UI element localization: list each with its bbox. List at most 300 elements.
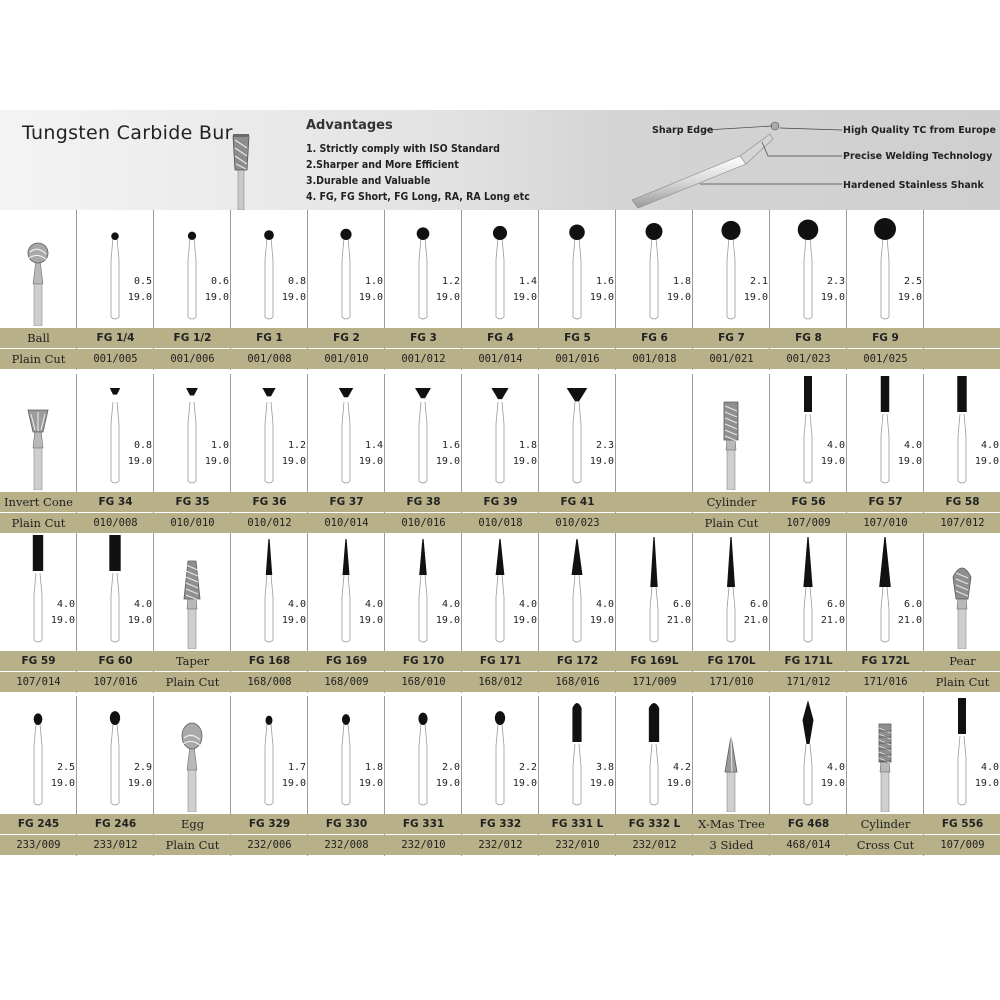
bur-drawing	[265, 716, 273, 805]
bur-head	[419, 539, 427, 575]
bur-shank	[496, 575, 504, 642]
bur-icon	[616, 696, 693, 812]
bur-shank	[265, 402, 273, 483]
bur-image-area	[539, 696, 616, 812]
head-size: 2.5	[56, 762, 75, 773]
bur-cell	[231, 696, 308, 856]
bur-icon	[539, 696, 616, 812]
bur-icon	[770, 210, 847, 326]
bur-head	[879, 537, 891, 587]
bur-drawing	[33, 535, 43, 642]
bur-image-area	[693, 374, 770, 490]
length-size: 19.0	[820, 292, 845, 303]
head-size: 4.0	[441, 599, 460, 610]
bur-shank	[265, 724, 273, 805]
bur-photo	[879, 724, 891, 812]
length-size: 19.0	[50, 615, 75, 626]
bur-drawing	[342, 539, 350, 642]
head-size: 1.2	[441, 276, 460, 287]
bur-drawing	[188, 232, 196, 319]
iso-number: 107/016	[77, 672, 154, 692]
bur-code: FG 37	[308, 492, 385, 512]
bur-code: FG 1/2	[154, 328, 231, 348]
bur-cell	[770, 374, 847, 534]
bur-image-area	[616, 533, 693, 649]
bur-drawing	[804, 376, 812, 483]
iso-number	[616, 513, 693, 533]
bur-icon	[231, 533, 308, 649]
category-name: Egg	[154, 814, 231, 834]
bur-icon	[385, 533, 462, 649]
iso-number: 232/006	[231, 835, 308, 855]
head-size: 4.0	[826, 440, 845, 451]
category-cell	[693, 696, 770, 856]
bur-head	[496, 539, 505, 575]
bur-shank	[650, 744, 658, 805]
category-cut: Plain Cut	[0, 513, 77, 533]
bur-image-area	[693, 533, 770, 649]
length-size: 19.0	[435, 778, 460, 789]
head-size: 4.0	[133, 599, 152, 610]
bur-cell	[770, 533, 847, 693]
head-size: 6.0	[903, 599, 922, 610]
bur-icon	[385, 210, 462, 326]
bur-head	[110, 711, 120, 725]
iso-number: 233/012	[77, 835, 154, 855]
category-name: Invert Cone	[0, 492, 77, 512]
bur-icon	[847, 533, 924, 649]
empty-cell	[616, 374, 693, 534]
bur-shank	[881, 414, 889, 483]
bur-drawing	[415, 388, 431, 483]
bur-image-area	[924, 374, 1000, 490]
iso-number: 171/016	[847, 672, 924, 692]
head-size: 4.0	[518, 599, 537, 610]
iso-number: 168/012	[462, 672, 539, 692]
length-size: 19.0	[358, 778, 383, 789]
iso-number: 171/009	[616, 672, 693, 692]
iso-number: 233/009	[0, 835, 77, 855]
bur-icon	[231, 210, 308, 326]
length-size: 19.0	[589, 778, 614, 789]
bur-cell	[308, 210, 385, 370]
length-size: 21.0	[666, 615, 691, 626]
length-size: 19.0	[512, 615, 537, 626]
category-cell	[0, 374, 77, 534]
bur-shank	[419, 402, 427, 483]
bur-cell	[462, 374, 539, 534]
bur-image-area	[77, 696, 154, 812]
iso-number: 010/010	[154, 513, 231, 533]
iso-number: 232/010	[385, 835, 462, 855]
bur-photo-icon	[154, 696, 231, 812]
bur-cell	[0, 533, 77, 693]
bur-cell	[231, 374, 308, 534]
length-size: 19.0	[281, 778, 306, 789]
bur-code: FG 170L	[693, 651, 770, 671]
bur-image-area	[385, 533, 462, 649]
category-name: X-Mas Tree	[693, 814, 770, 834]
bur-code: FG 171	[462, 651, 539, 671]
length-size: 19.0	[512, 292, 537, 303]
bur-shank	[650, 587, 658, 642]
bur-photo	[184, 561, 200, 649]
head-size: 2.2	[518, 762, 537, 773]
bur-code: FG 1	[231, 328, 308, 348]
bur-cell	[616, 210, 693, 370]
bur-drawing	[572, 539, 583, 642]
category-cut: Plain Cut	[924, 672, 1000, 692]
page-title: Tungsten Carbide Bur	[22, 122, 233, 144]
bur-photo	[28, 243, 48, 326]
category-cut: Plain Cut	[0, 349, 77, 369]
bur-cell	[0, 696, 77, 856]
bur-image-area	[385, 210, 462, 326]
bur-drawing	[262, 388, 275, 483]
bur-drawing	[34, 713, 43, 805]
bur-icon	[462, 210, 539, 326]
bur-cell	[616, 533, 693, 693]
bur-image-area	[308, 533, 385, 649]
head-size: 4.2	[672, 762, 691, 773]
bur-icon	[539, 374, 616, 490]
diagram-label-shank: Hardened Stainless Shank	[843, 180, 984, 191]
bur-cell	[924, 374, 1000, 534]
bur-code: FG 330	[308, 814, 385, 834]
length-size: 19.0	[820, 456, 845, 467]
bur-cell	[385, 374, 462, 534]
head-size: 1.0	[364, 276, 383, 287]
category-name: Cylinder	[847, 814, 924, 834]
bur-head	[649, 703, 659, 742]
bur-image-area	[924, 696, 1000, 812]
bur-shank	[881, 587, 889, 642]
bur-code: FG 38	[385, 492, 462, 512]
bur-drawing	[650, 537, 658, 642]
head-size: 0.8	[133, 440, 152, 451]
bur-drawing	[265, 539, 273, 642]
bur-head	[264, 230, 274, 240]
bur-head	[110, 388, 120, 395]
length-size: 19.0	[435, 615, 460, 626]
bur-code: FG 7	[693, 328, 770, 348]
bur-drawing	[111, 232, 119, 319]
head-size: 1.6	[441, 440, 460, 451]
bur-image-area	[308, 210, 385, 326]
bur-code: FG 3	[385, 328, 462, 348]
bur-code: FG 556	[924, 814, 1000, 834]
bur-head	[417, 227, 430, 240]
bur-photo	[182, 723, 202, 812]
head-size: 2.9	[133, 762, 152, 773]
bur-head	[109, 535, 120, 571]
bur-icon	[924, 374, 1000, 490]
bur-shank	[342, 402, 350, 483]
bur-image-area	[693, 696, 770, 812]
iso-number: 171/012	[770, 672, 847, 692]
bur-head	[958, 698, 966, 734]
category-cell	[154, 533, 231, 693]
bur-drawing	[493, 226, 507, 319]
bur-head	[188, 232, 196, 240]
bur-image-area	[462, 374, 539, 490]
bur-head	[650, 537, 657, 587]
bur-drawing	[721, 221, 740, 319]
bur-cell	[385, 533, 462, 693]
bur-image-area	[385, 696, 462, 812]
bur-head	[803, 537, 812, 587]
bur-image-area	[308, 696, 385, 812]
bur-head	[495, 711, 505, 725]
iso-number: 010/008	[77, 513, 154, 533]
bur-image-area	[77, 374, 154, 490]
length-size: 19.0	[974, 456, 999, 467]
bur-code: FG 59	[0, 651, 77, 671]
bur-image-area	[847, 374, 924, 490]
length-size: 19.0	[281, 615, 306, 626]
bur-image-area	[539, 374, 616, 490]
bur-shank	[111, 724, 119, 805]
bur-code: FG 56	[770, 492, 847, 512]
bur-drawing	[342, 714, 350, 805]
iso-number: 001/016	[539, 349, 616, 369]
bur-drawing	[803, 700, 814, 805]
bur-cell	[539, 696, 616, 856]
bur-cell	[385, 210, 462, 370]
bur-image-area	[154, 533, 231, 649]
bur-cell	[154, 374, 231, 534]
bur-head	[957, 376, 966, 412]
bur-photo-icon	[693, 696, 770, 812]
length-size: 21.0	[820, 615, 845, 626]
bur-shank	[804, 744, 812, 805]
bur-drawing	[339, 388, 354, 483]
length-size: 19.0	[589, 292, 614, 303]
length-size: 19.0	[666, 778, 691, 789]
bur-code: FG 36	[231, 492, 308, 512]
bur-icon	[847, 374, 924, 490]
bur-code: FG 331	[385, 814, 462, 834]
length-size: 21.0	[743, 615, 768, 626]
category-cut: Cross Cut	[847, 835, 924, 855]
category-cut: Plain Cut	[154, 672, 231, 692]
bur-image-area	[539, 533, 616, 649]
bur-photo	[953, 568, 971, 649]
length-size: 19.0	[127, 456, 152, 467]
bur-image-area	[539, 210, 616, 326]
head-size: 0.6	[210, 276, 229, 287]
bur-icon	[77, 374, 154, 490]
bur-drawing	[881, 376, 889, 483]
bur-drawing	[186, 388, 198, 483]
bur-shank	[573, 575, 581, 642]
bur-shank	[958, 414, 966, 483]
bur-photo-icon	[693, 374, 770, 490]
head-size: 2.3	[595, 440, 614, 451]
bur-icon	[308, 210, 385, 326]
bur-code	[924, 328, 1000, 348]
iso-number: 001/023	[770, 349, 847, 369]
bur-shank	[342, 575, 350, 642]
bur-image-area	[231, 374, 308, 490]
bur-image-area	[0, 533, 77, 649]
bur-icon	[770, 533, 847, 649]
bur-icon	[847, 210, 924, 326]
iso-number: 107/009	[770, 513, 847, 533]
bur-shank	[573, 744, 581, 805]
bur-shank	[419, 724, 427, 805]
bur-code: FG 60	[77, 651, 154, 671]
length-size: 19.0	[281, 292, 306, 303]
length-size: 19.0	[666, 292, 691, 303]
advantage-item-1: 1. Strictly comply with ISO Standard	[306, 143, 500, 155]
bur-icon	[0, 696, 77, 812]
iso-number	[924, 349, 1000, 369]
iso-number: 232/010	[539, 835, 616, 855]
head-size: 1.7	[287, 762, 306, 773]
bur-head	[34, 713, 43, 725]
bur-icon	[308, 374, 385, 490]
iso-number: 010/012	[231, 513, 308, 533]
bur-drawing	[798, 219, 819, 319]
bur-image-area	[770, 374, 847, 490]
bur-image-area	[154, 210, 231, 326]
bur-shank	[573, 238, 581, 319]
length-size: 19.0	[897, 456, 922, 467]
bur-shank	[111, 573, 119, 642]
iso-number: 107/009	[924, 835, 1000, 855]
iso-number: 468/014	[770, 835, 847, 855]
bur-image-area	[924, 210, 1000, 326]
bur-icon	[539, 210, 616, 326]
bur-image-area	[77, 210, 154, 326]
bur-head	[567, 388, 588, 401]
head-size: 4.0	[903, 440, 922, 451]
bur-drawing	[567, 388, 588, 483]
bur-drawing	[109, 535, 120, 642]
bur-image-area	[847, 210, 924, 326]
bur-icon	[462, 696, 539, 812]
bur-head	[491, 388, 508, 399]
bur-shank	[265, 575, 273, 642]
bur-head	[33, 535, 43, 571]
bur-head	[266, 539, 272, 575]
bur-image-area	[770, 533, 847, 649]
bur-cell	[77, 210, 154, 370]
length-size: 19.0	[204, 456, 229, 467]
bur-shank	[419, 238, 427, 319]
category-name: Cylinder	[693, 492, 770, 512]
head-size: 1.4	[364, 440, 383, 451]
head-size: 4.0	[826, 762, 845, 773]
diagram-label-welding: Precise Welding Technology	[843, 151, 993, 162]
bur-cell	[308, 374, 385, 534]
iso-number: 001/005	[77, 349, 154, 369]
bur-shank	[958, 736, 966, 805]
head-size: 1.8	[518, 440, 537, 451]
head-size: 4.0	[287, 599, 306, 610]
bur-image-area	[462, 210, 539, 326]
iso-number: 001/012	[385, 349, 462, 369]
bur-icon	[539, 533, 616, 649]
bur-drawing	[419, 539, 427, 642]
iso-number: 168/016	[539, 672, 616, 692]
advantages-title: Advantages	[306, 118, 393, 133]
bur-code: FG 34	[77, 492, 154, 512]
bur-code: FG 468	[770, 814, 847, 834]
bur-code: FG 332 L	[616, 814, 693, 834]
iso-number: 001/025	[847, 349, 924, 369]
bur-cell	[770, 696, 847, 856]
head-size: 1.4	[518, 276, 537, 287]
bur-icon	[77, 210, 154, 326]
category-name: Ball	[0, 328, 77, 348]
bur-cell	[77, 696, 154, 856]
bur-image-area	[0, 696, 77, 812]
category-cut: Plain Cut	[154, 835, 231, 855]
bur-head	[721, 221, 740, 240]
iso-number: 168/009	[308, 672, 385, 692]
bur-cell	[308, 696, 385, 856]
bur-shank	[34, 724, 42, 805]
bur-cell	[77, 374, 154, 534]
head-size: 6.0	[749, 599, 768, 610]
bur-head	[339, 388, 354, 397]
bur-cell	[539, 210, 616, 370]
bur-cell	[616, 696, 693, 856]
bur-shank	[881, 238, 889, 319]
bur-image-area	[308, 374, 385, 490]
bur-icon	[462, 374, 539, 490]
bur-head	[415, 388, 431, 398]
bur-head	[266, 716, 273, 725]
bur-code: FG 332	[462, 814, 539, 834]
bur-code: FG 41	[539, 492, 616, 512]
bur-code: FG 172	[539, 651, 616, 671]
bur-head	[572, 703, 581, 742]
iso-number: 168/008	[231, 672, 308, 692]
head-size: 1.8	[672, 276, 691, 287]
bur-icon	[231, 374, 308, 490]
category-cell	[847, 696, 924, 856]
bur-cell	[231, 533, 308, 693]
length-size: 21.0	[897, 615, 922, 626]
bur-cell	[539, 533, 616, 693]
bur-drawing	[491, 388, 508, 483]
bur-icon	[693, 210, 770, 326]
head-size: 4.0	[980, 440, 999, 451]
length-size: 19.0	[589, 456, 614, 467]
bur-shank	[496, 238, 504, 319]
length-size: 19.0	[820, 778, 845, 789]
bur-drawing	[958, 698, 966, 805]
bur-cell	[462, 696, 539, 856]
bur-shank	[573, 402, 581, 483]
length-size: 19.0	[358, 456, 383, 467]
bur-photo	[724, 402, 738, 490]
iso-number: 001/010	[308, 349, 385, 369]
bur-cell	[77, 533, 154, 693]
head-size: 4.0	[980, 762, 999, 773]
bur-drawing	[110, 388, 120, 483]
bur-code: FG 35	[154, 492, 231, 512]
bur-code: FG 5	[539, 328, 616, 348]
bur-cell	[770, 210, 847, 370]
bur-code: FG 168	[231, 651, 308, 671]
length-size: 19.0	[127, 292, 152, 303]
bur-drawing	[417, 227, 430, 319]
bur-head	[569, 224, 585, 240]
